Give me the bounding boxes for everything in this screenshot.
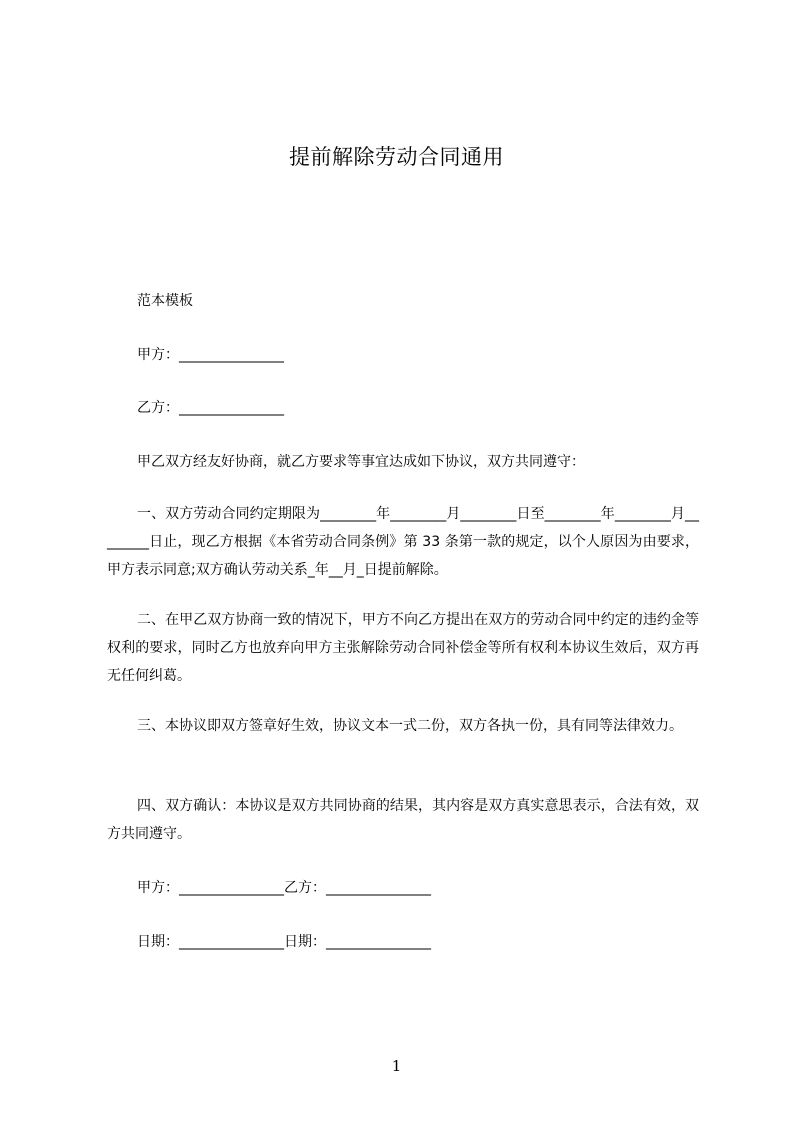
sign-party-b-blank: _______________ xyxy=(326,880,431,896)
sign-party-a-label: 甲方： xyxy=(137,880,179,896)
clause-3: 三、本协议即双方签章好生效，协议文本一式二份，双方各执一份，具有同等法律效力。 xyxy=(137,718,683,734)
party-a-line xyxy=(137,344,284,366)
signature-line xyxy=(137,877,431,899)
party-b-blank: _______________ xyxy=(179,400,284,416)
party-b-line xyxy=(137,397,284,419)
clause-1: 一、双方劳动合同约定期限为________年________月________日至________年________月________日止，现乙方根据《本省劳动合同条例》第 33 条第一款的规定，以个人原因为由要求，甲方表示同意;双方确认劳动关系_年__月_日提前解除。 xyxy=(107,506,699,578)
sign-party-b-label: 乙方： xyxy=(284,880,326,896)
date-a-blank: _______________ xyxy=(179,934,284,950)
clause-2: 二、在甲乙双方协商一致的情况下，甲方不向乙方提出在双方的劳动合同中约定的违约金等权利的要求，同时乙方也放弃向甲方主张解除劳动合同补偿金等所有权利本协议生效后，双方再无任何纠葛。 xyxy=(107,612,699,684)
party-b-label: 乙方： xyxy=(137,400,179,416)
page-number: 1 xyxy=(391,1057,402,1075)
document-title: 提前解除劳动合同通用 xyxy=(289,145,504,169)
intro-paragraph: 甲乙双方经友好协商，就乙方要求等事宜达成如下协议，双方共同遵守： xyxy=(137,454,585,470)
party-a-blank: _______________ xyxy=(179,347,284,363)
party-a-label: 甲方： xyxy=(137,347,179,363)
date-b-blank: _______________ xyxy=(326,934,431,950)
template-subtitle: 范本模板 xyxy=(137,293,193,309)
date-a-label: 日期： xyxy=(137,934,179,950)
clause-4: 四、双方确认：本协议是双方共同协商的结果，其内容是双方真实意思表示，合法有效，双方共同遵守。 xyxy=(107,798,699,842)
sign-party-a-blank: _______________ xyxy=(179,880,284,896)
date-line xyxy=(137,931,431,953)
date-b-label: 日期： xyxy=(284,934,326,950)
